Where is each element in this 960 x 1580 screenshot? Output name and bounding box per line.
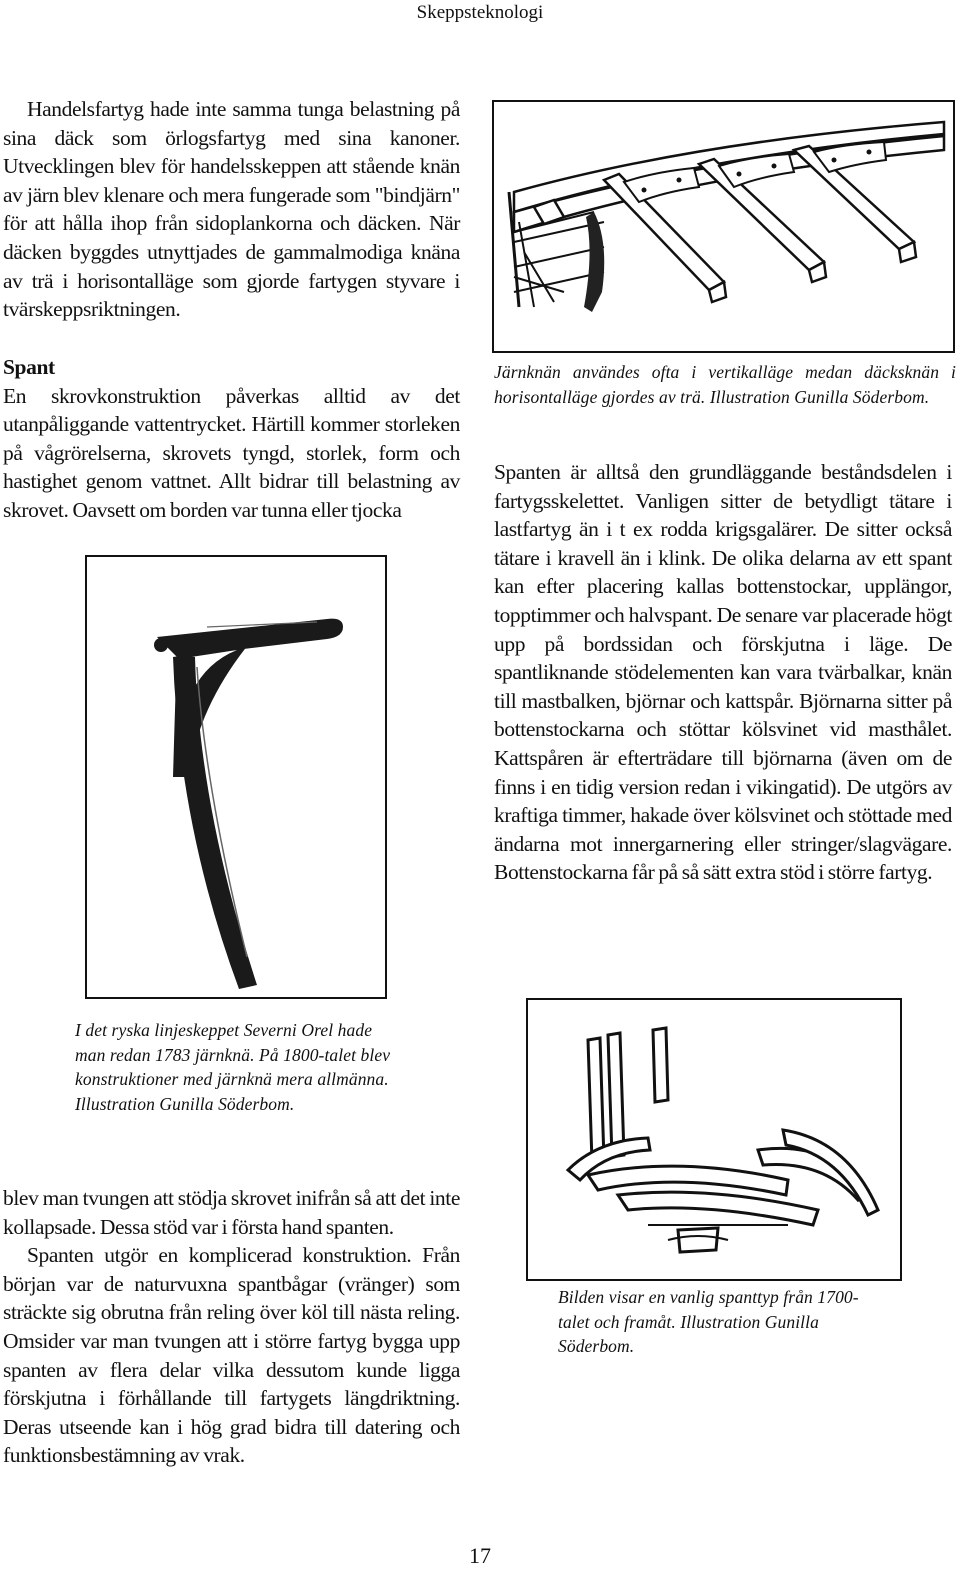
bottom-left-text: [3, 1184, 460, 1470]
iron-knee-figure: [85, 555, 387, 999]
section-heading: Spant: [3, 355, 55, 379]
running-header: Skeppsteknologi: [416, 2, 544, 23]
intro-paragraph: Handelsfartyg hade inte samma tunga belastning på sina däck som örlogsfartyg med sina kanoner. Utvecklingen blev för handelsskeppen att stående knän av järn blev klenare och mera fungerade som "bindjärn" för att hålla ihop från sidoplankorna och däcken. När däcken byggdes utnyttjades de gammalmodiga knäna av trä i horisontalläge som gjorde fartygen styvare i tvärskeppsriktningen.: [3, 97, 460, 322]
iron-knee-caption: I det ryska linjeskeppet Severni Orel hade man redan 1783 järnknä. På 1800-talet blev konstruktioner med järnknä mera allmänna. Illustration Gunilla Söderbom.: [75, 1020, 391, 1114]
iron-knee-icon: [87, 557, 384, 996]
page-number: 17: [469, 1543, 491, 1568]
ship-frame-figure: [526, 998, 902, 1281]
bottom-paragraph-1: blev man tvungen att stödja skrovet inifrån så att det inte kollapsade. Dessa stöd var i första hand spanten.: [3, 1186, 460, 1239]
ship-frame-icon: [528, 1000, 899, 1278]
right-column-text: [494, 458, 952, 887]
right-paragraph: Spanten är alltså den grundläggande beståndsdelen i fartygsskelettet. Vanligen sitter de betydligt tätare i lastfartyg än i t ex rodda krigsgalärer. De sitter också tätare i kravell än i klink. De olika delarna av ett spant kan efter placering kallas bottenstockar, upplängor, topptimmer och halvspant. De senare var placerade högt upp på bordssidan och förskjutna i läge. De spantliknande stödelementen kan vara tvärbalkar, knän till mastbalken, björnar och kattspår. Björnarna sitter på bottenstockarna och stöttar kölsvinet vid masthålet. Kattspåren är efterträdare till björnarna (även om de finns i en tidig version redan i vikingatid). De utgörs av kraftiga timmer, hakade över kölsvinet och stöttade med ändarna mot innergarnering eller stringer/slagvägare. Bottenstockarna får på så sätt extra stöd i större fartyg.: [494, 460, 952, 885]
section-paragraph: En skrovkonstruktion påverkas alltid av det utanpåliggande vattentrycket. Härtill kommer storleken på vågrörelserna, skrovets tyngd, storlek, form och hastighet genom vattnet. Allt bidrar till belastning av skrovet. Oavsett om borden var tunna eller tjocka: [3, 383, 460, 522]
deck-knees-caption: Järnknän användes ofta i vertikalläge medan däcksknän i horisontalläge gjordes av trä. Illustration Gunilla Söderbom.: [494, 362, 956, 407]
section-spant: [3, 353, 460, 525]
intro-text-block: [3, 95, 460, 324]
deck-knees-figure: [492, 100, 955, 353]
deck-knees-icon: [494, 102, 952, 350]
bottom-paragraph-2: Spanten utgör en komplicerad konstruktion. Från början var de naturvuxna spantbågar (vränger) som sträckte sig obrutna från reling över köl till nästa reling. Omsider var man tvungen att i större fartyg bygga upp spanten av flera delar vilka dessutom kunde ligga förskjutna i förhållande till fartygets längdriktning. Deras utseende kan i hög grad bidra till datering och funktionsbestämning av vrak.: [3, 1243, 460, 1468]
ship-frame-caption: Bilden visar en vanlig spanttyp från 1700-talet och framåt. Illustration Gunilla Söderbom.: [558, 1287, 859, 1356]
